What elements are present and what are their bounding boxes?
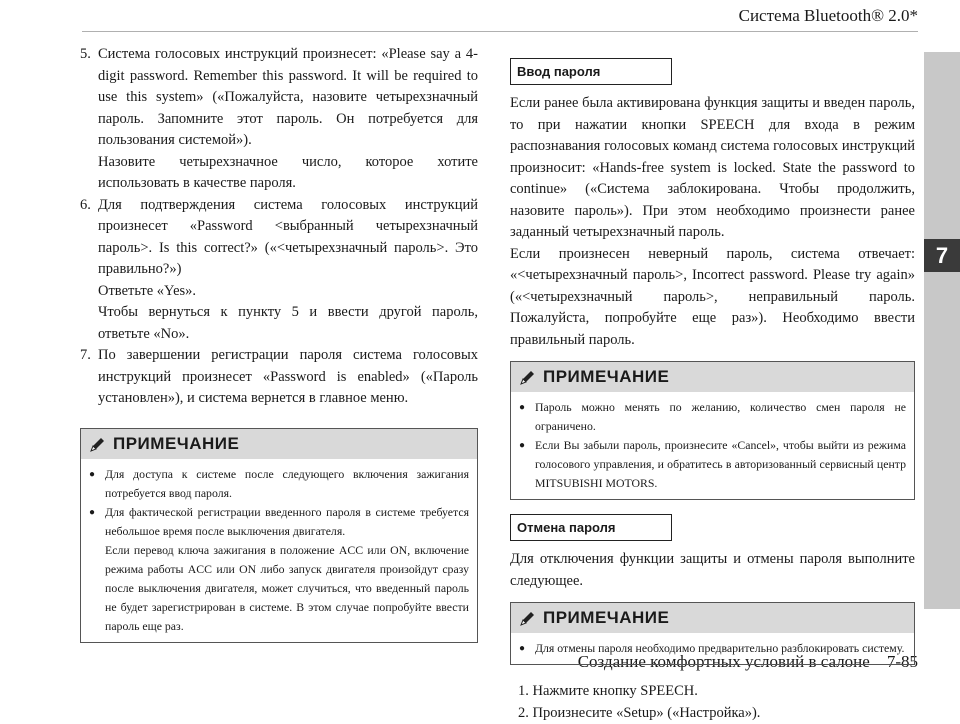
paragraph: Для отключения функции защиты и отмены пароля выполните следующее. (510, 549, 915, 592)
note-list (81, 459, 477, 642)
chapter-side-tab (924, 52, 960, 609)
note-header (511, 603, 914, 633)
note-list (511, 392, 914, 499)
item-number: 7. (80, 345, 91, 367)
step-item: 2. Произнесите «Setup» («Настройка»). (510, 703, 915, 724)
item-number: 6. (80, 195, 91, 217)
note-item (519, 639, 906, 658)
list-item (80, 44, 478, 195)
note-item (89, 465, 469, 503)
note-box (510, 361, 915, 500)
note-title: ПРИМЕЧАНИЕ (543, 608, 669, 628)
note-text: ● Пароль можно менять по желанию, количество смен пароля не ограничено. (535, 398, 906, 436)
item-text: Назовите четырехзначное число, которое хотите использовать в качестве пароля. (98, 152, 478, 195)
note-item (519, 436, 906, 493)
note-title: ПРИМЕЧАНИЕ (113, 434, 239, 454)
paragraph: Если произнесен неверный пароль, система отвечает: «<четырехзначный пароль>, Incorrect password. Please try again» («<четырехзначный пароль>, неправильный пароль. Пожалуйста, попробуйте еще раз»). Необходимо ввести правильный пароль. (510, 244, 915, 352)
note-list (511, 633, 914, 664)
password-entry-text (510, 93, 915, 351)
note-header (511, 362, 914, 392)
item-text: Чтобы вернуться к пункту 5 и ввести другой пароль, ответьте «No». (98, 302, 478, 345)
list-item (80, 195, 478, 346)
footer-section: Создание комфортных условий в салоне (578, 652, 870, 671)
item-text: По завершении регистрации пароля система голосовых инструкций произнесет «Password is enabled» («Пароль установлен»), и система вернется в главное меню. (98, 345, 478, 410)
list-item (80, 345, 478, 410)
note-text: ● Если Вы забыли пароль, произнесите «Cancel», чтобы выйти из режима голосового управления, и обратитесь в авторизованный сервисный центр MITSUBISHI MOTORS. (535, 436, 906, 493)
note-item (519, 398, 906, 436)
procedure-list (80, 44, 478, 410)
header-divider (82, 31, 918, 32)
paragraph: Если ранее была активирована функция защиты и введен пароль, то при нажатии кнопки SPEECH для входа в режим распознавания голосовых команд система голосовых инструкций произносит: «Hands-free system is locked. State the password to continue» («Система заблокирована. Чтобы продолжить, назовите пароль»). При этом необходимо произнести ранее заданный четырехзначный пароль. (510, 93, 915, 244)
note-box (510, 602, 915, 665)
item-text: Для подтверждения система голосовых инструкций произнесет «Password <выбранный четырехзначный пароль>. Is this correct?» («<четырехзначный пароль>. Это правильно?») (98, 195, 478, 281)
right-column (510, 58, 915, 724)
cancel-steps (510, 681, 915, 724)
left-column (80, 44, 478, 643)
header-title: Система Bluetooth® 2.0* (739, 6, 918, 26)
note-header (81, 429, 477, 459)
section-heading-password-cancel: Отмена пароля (510, 514, 672, 541)
note-title: ПРИМЕЧАНИЕ (543, 367, 669, 387)
note-box (80, 428, 478, 643)
item-text: Система голосовых инструкций произнесет: «Please say a 4-digit password. Remember this password. It will be required to use this system» («Пожалуйста, назовите четырехзначный пароль. Запомните этот пароль. Он потребуется для пользования системой»). (98, 44, 478, 152)
password-cancel-text (510, 549, 915, 592)
pencil-note-icon (519, 368, 537, 386)
section-heading-password-entry: Ввод пароля (510, 58, 672, 85)
note-item (89, 503, 469, 636)
note-text: ● Для отмены пароля необходимо предварительно разблокировать систему. (535, 639, 906, 658)
note-text: ● Для доступа к системе после следующего включения зажигания потребуется ввод пароля. (105, 465, 469, 503)
note-text: ● Для фактической регистрации введенного пароля в системе требуется небольшое время после выключения двигателя. (105, 503, 469, 541)
pencil-note-icon (519, 609, 537, 627)
item-text: Ответьте «Yes». (98, 281, 478, 303)
note-text: Если перевод ключа зажигания в положение ACC или ON, включение режима работы ACC или ON либо запуск двигателя произойдут сразу после выключения двигателя, может случиться, что введенный пароль не будет зарегистрирован в системе. В этом случае попробуйте ввести пароль еще раз. (105, 541, 469, 636)
step-item: 1. Нажмите кнопку SPEECH. (510, 681, 915, 703)
pencil-note-icon (89, 435, 107, 453)
item-number: 5. (80, 44, 91, 66)
chapter-number: 7 (924, 239, 960, 272)
page-number: 7-85 (887, 652, 918, 671)
